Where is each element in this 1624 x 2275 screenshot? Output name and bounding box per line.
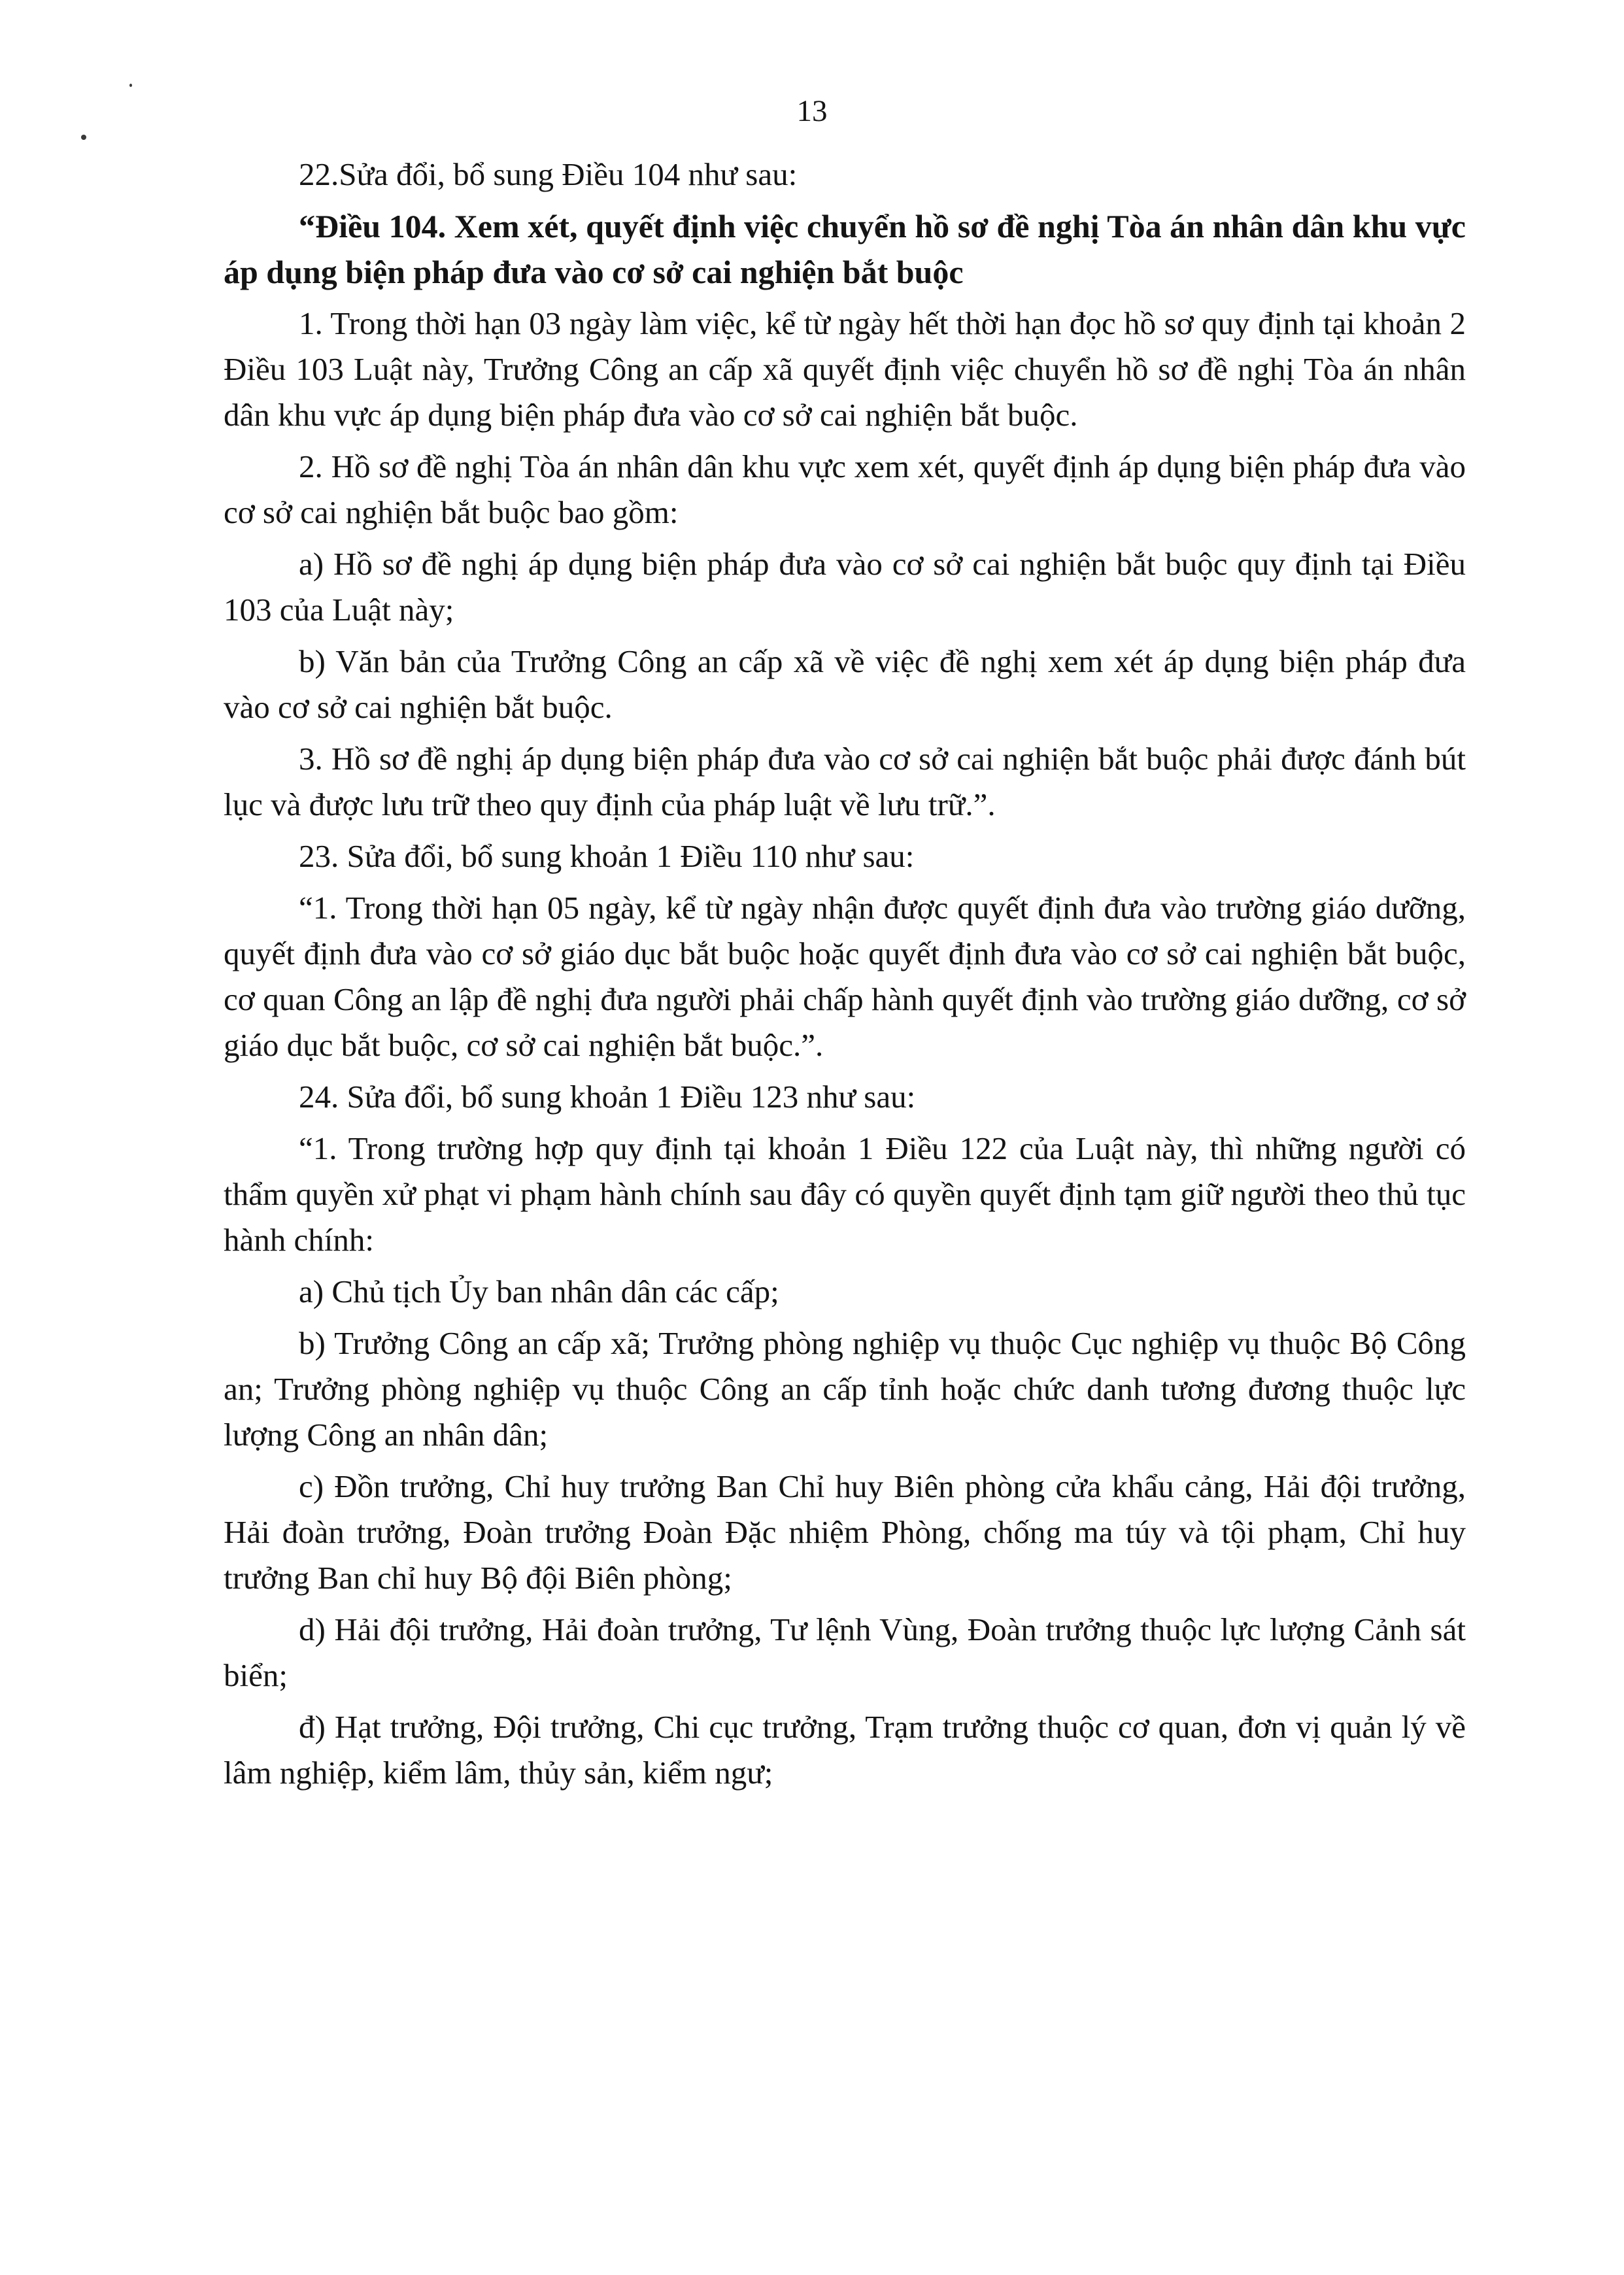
amendment-heading-24: 24. Sửa đổi, bổ sung khoản 1 Điều 123 như sau: [299, 1079, 916, 1115]
scan-speck [129, 84, 132, 87]
point-a-paragraph: a) Hồ sơ đề nghị áp dụng biện pháp đưa vào cơ sở cai nghiện bắt buộc quy định tại Điều 103 của Luật này; [224, 546, 1466, 628]
list-item-d: d) Hải đội trưởng, Hải đoàn trưởng, Tư lệnh Vùng, Đoàn trưởng thuộc lực lượng Cảnh sát biển; [224, 1611, 1466, 1693]
clause-1-paragraph: 1. Trong thời hạn 03 ngày làm việc, kể từ ngày hết thời hạn đọc hồ sơ quy định tại khoản 2 Điều 103 Luật này, Trưởng Công an cấp xã quyết định việc chuyển hồ sơ đề nghị Tòa án nhân dân khu vực áp dụng biện pháp đưa vào cơ sở cai nghiện bắt buộc. [224, 305, 1466, 433]
list-item-dd: đ) Hạt trưởng, Đội trưởng, Chi cục trưởng, Trạm trưởng thuộc cơ quan, đơn vị quản lý về lâm nghiệp, kiểm lâm, thủy sản, kiểm ngư; [224, 1709, 1466, 1791]
article-104-title: “Điều 104. Xem xét, quyết định việc chuyển hồ sơ đề nghị Tòa án nhân dân khu vực áp dụng biện pháp đưa vào cơ sở cai nghiện bắt buộc [224, 208, 1466, 290]
document-body [224, 152, 1466, 1796]
clause-3-paragraph: 3. Hồ sơ đề nghị áp dụng biện pháp đưa vào cơ sở cai nghiện bắt buộc phải được đánh bút lục và được lưu trữ theo quy định của pháp luật về lưu trữ.”. [224, 741, 1466, 822]
amendment-heading-22: 22.Sửa đổi, bổ sung Điều 104 như sau: [299, 156, 798, 192]
clause-2-paragraph: 2. Hồ sơ đề nghị Tòa án nhân dân khu vực xem xét, quyết định áp dụng biện pháp đưa vào cơ sở cai nghiện bắt buộc bao gồm: [224, 448, 1466, 530]
article-110-clause-1: “1. Trong thời hạn 05 ngày, kể từ ngày nhận được quyết định đưa vào trường giáo dưỡng, quyết định đưa vào cơ sở giáo dục bắt buộc hoặc quyết định đưa vào cơ sở cai nghiện bắt buộc, cơ quan Công an lập đề nghị đưa người phải chấp hành quyết định vào trường giáo dưỡng, cơ sở giáo dục bắt buộc, cơ sở cai nghiện bắt buộc.”. [224, 890, 1466, 1063]
scan-speck [81, 135, 86, 140]
article-123-clause-1: “1. Trong trường hợp quy định tại khoản 1 Điều 122 của Luật này, thì những người có thẩm quyền xử phạt vi phạm hành chính sau đây có quyền quyết định tạm giữ người theo thủ tục hành chính: [224, 1130, 1466, 1258]
list-item-a: a) Chủ tịch Ủy ban nhân dân các cấp; [299, 1273, 779, 1309]
point-b-paragraph: b) Văn bản của Trưởng Công an cấp xã về việc đề nghị xem xét áp dụng biện pháp đưa vào cơ sở cai nghiện bắt buộc. [224, 643, 1466, 725]
list-item-b: b) Trưởng Công an cấp xã; Trưởng phòng nghiệp vụ thuộc Cục nghiệp vụ thuộc Bộ Công an; Trưởng phòng nghiệp vụ thuộc Công an cấp tỉnh hoặc chức danh tương đương thuộc lực lượng Công an nhân dân; [224, 1325, 1466, 1453]
amendment-heading-23: 23. Sửa đổi, bổ sung khoản 1 Điều 110 như sau: [299, 838, 915, 874]
page-number: 13 [796, 94, 828, 128]
list-item-c: c) Đồn trưởng, Chỉ huy trưởng Ban Chỉ huy Biên phòng cửa khẩu cảng, Hải đội trưởng, Hải đoàn trưởng, Đoàn trưởng Đoàn Đặc nhiệm Phòng, chống ma túy và tội phạm, Chỉ huy trưởng Ban chỉ huy Bộ đội Biên phòng; [224, 1468, 1466, 1596]
